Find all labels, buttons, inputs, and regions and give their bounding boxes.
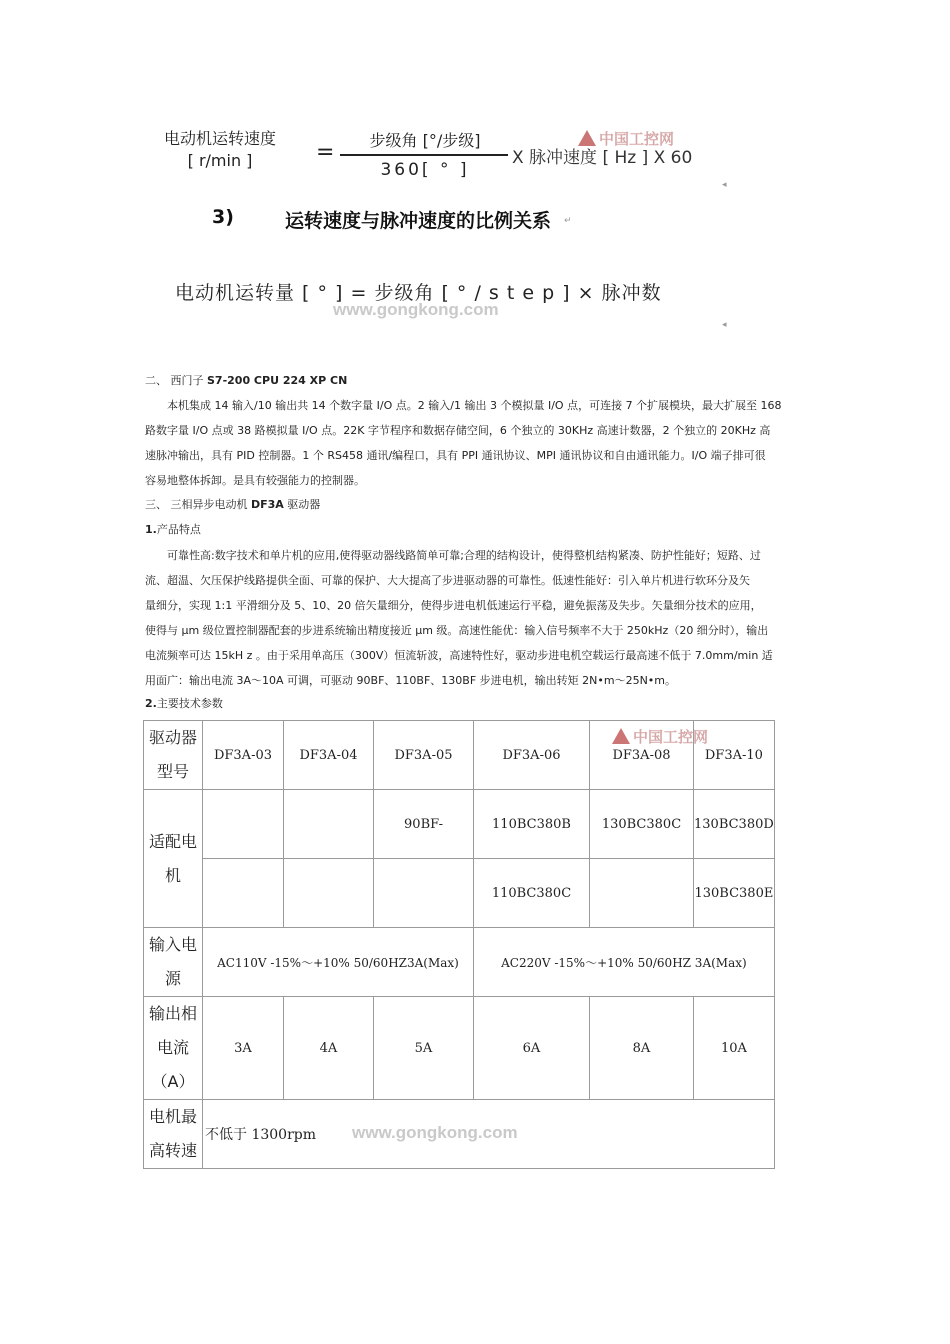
motor-cell: 90BF- <box>374 790 474 859</box>
watermark-url-bottom: www.gongkong.com <box>352 1123 518 1142</box>
table-row <box>144 997 775 1100</box>
model-cell: DF3A-10 <box>694 721 775 790</box>
row-header-model: 驱动器型号 <box>144 721 203 790</box>
formula1-equals: = <box>316 140 335 165</box>
motor-cell <box>284 790 374 859</box>
formula1-left-line1: 电动机运转速度 <box>164 129 277 148</box>
row-header-motor: 适配电机 <box>144 790 203 928</box>
row-header-current: 输出相电流（A） <box>144 997 203 1100</box>
motor-cell <box>284 859 374 928</box>
row-header-speed: 电机最高转速 <box>144 1100 203 1169</box>
formula1-denominator: 360[ ° ] <box>380 160 470 180</box>
driver-heading: 三、 三相异步电动机 DF3A 驱动器 <box>145 498 321 511</box>
return-mark: ◂ <box>722 180 727 190</box>
power-cell-110v: AC110V -15%～+10% 50/60HZ3A(Max) <box>203 928 474 997</box>
return-mark: ↵ <box>564 216 572 226</box>
table-row <box>144 790 775 859</box>
speed-cell: 不低于 1300rpm <box>203 1100 775 1169</box>
current-cell: 6A <box>474 997 590 1100</box>
current-cell: 3A <box>203 997 284 1100</box>
formula1-left-line2: [ r/min ] <box>187 151 253 170</box>
current-cell: 10A <box>694 997 775 1100</box>
model-cell: DF3A-06 <box>474 721 590 790</box>
section3-number: 3) <box>212 206 234 228</box>
plc-model: S7-200 CPU 224 XP CN <box>207 374 348 387</box>
motor-cell: 110BC380C <box>474 859 590 928</box>
section3-title: 运转速度与脉冲速度的比例关系 <box>285 210 552 232</box>
watermark-logo-top: 中国工控网 <box>578 128 674 149</box>
motor-cell: 130BC380D <box>694 790 775 859</box>
current-cell: 5A <box>374 997 474 1100</box>
model-cell: DF3A-05 <box>374 721 474 790</box>
motor-cell: 130BC380C <box>590 790 694 859</box>
params-heading: 2.主要技术参数 <box>145 697 223 710</box>
formula2: 电动机运转量 [ ° ] = 步级角 [ ° / s t e p ] × 脉冲数 <box>175 282 662 304</box>
return-mark: ◂ <box>722 320 727 330</box>
plc-paragraph: 本机集成 14 输入/10 输出共 14 个数字量 I/O 点。2 输入/1 输出 3 个模拟量 I/O 点，可连接 7 个扩展模块，最大扩展至 168 路数字量 I/O 点或 38 路模拟量 I/O 点。22K 字节程序和数据存储空间，6 个独立的 30KHz 高速计数器，2 个独立的 20KHz 高 速脉冲输出，具有 PID 控制器。1 个 RS458 通讯/编程口，具有 PPI 通讯协议、MPI 通讯协议和自由通讯能力。I/O 端子排可很 容易地整体拆卸。是具有较强能力的控制器。 <box>145 399 782 487</box>
spec-table <box>143 720 775 1169</box>
watermark-url-top: www.gongkong.com <box>333 300 499 319</box>
current-cell: 4A <box>284 997 374 1100</box>
watermark-logo-table: 中国工控网 <box>612 726 708 747</box>
row-header-power: 输入电源 <box>144 928 203 997</box>
formula1-left <box>164 128 276 172</box>
plc-heading: 二、 西门子 S7-200 CPU 224 XP CN <box>145 374 348 387</box>
motor-cell: 110BC380B <box>474 790 590 859</box>
logo-triangle-icon <box>578 130 596 146</box>
formula1-fraction-bar <box>340 154 508 156</box>
model-cell: DF3A-03 <box>203 721 284 790</box>
table-row <box>144 928 775 997</box>
features-paragraph: 可靠性高:数字技术和单片机的应用,使得驱动器线路简单可靠;合理的结构设计，使得整机结构紧凑、防护性能好；短路、过 流、超温、欠压保护线路提供全面、可靠的保护、大大提高了步进驱动器的可靠性。低速性能好：引入单片机进行软环分及矢 量细分，实现 1:1 平滑细分及 5、10、20 倍矢量细分，使得步进电机低速运行平稳，避免振荡及失步。矢量细分技术的应用， 使得与 μm 级位置控制器配套的步进系统输出精度接近 μm 级。高速性能优：输入信号频率不大于 250kHz（20 细分时），输出 电流频率可达 15kH z 。由于采用单高压（300V）恒流斩波，高速特性好，驱动步进电机空载运行最高速不低于 7.0mm/min 适 用面广：输出电流 3A～10A 可调，可驱动 90BF、110BF、130BF 步进电机，输出转矩 2N•m～25N•m。 <box>145 549 773 687</box>
power-cell-220v: AC220V -15%～+10% 50/60HZ 3A(Max) <box>474 928 775 997</box>
motor-cell <box>203 790 284 859</box>
motor-cell <box>590 859 694 928</box>
table-row <box>144 859 775 928</box>
motor-cell: 130BC380E <box>694 859 775 928</box>
current-cell: 8A <box>590 997 694 1100</box>
features-heading: 1.产品特点 <box>145 523 201 536</box>
logo-triangle-icon <box>612 728 630 744</box>
model-cell: DF3A-04 <box>284 721 374 790</box>
motor-cell <box>203 859 284 928</box>
formula1-right: X 脉冲速度 [ Hz ] X 60 <box>512 148 693 168</box>
motor-cell <box>374 859 474 928</box>
model-cell: DF3A-08 <box>590 721 694 790</box>
formula1-numerator: 步级角 [°/步级] <box>369 131 481 150</box>
